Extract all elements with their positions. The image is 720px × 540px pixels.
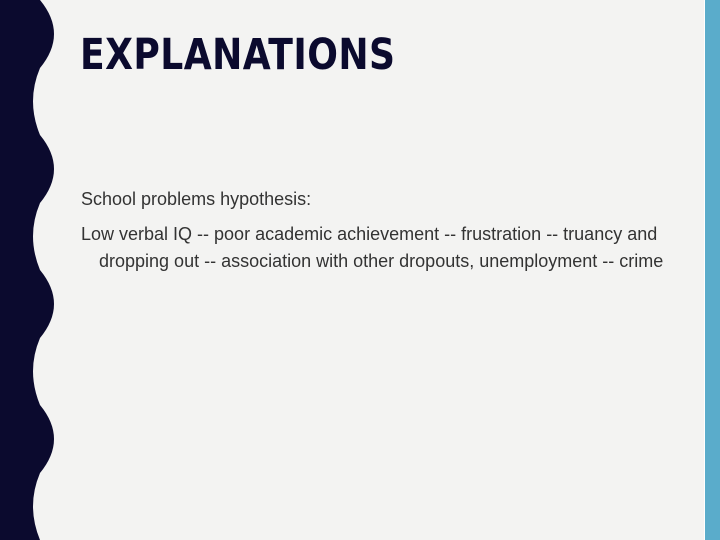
wave-shape (0, 0, 54, 540)
slide-body (81, 186, 681, 275)
paragraph-hypothesis: School problems hypothesis: (81, 189, 312, 209)
left-wave-decoration (0, 0, 60, 540)
right-accent-bar (704, 0, 720, 540)
right-bar-fill (705, 0, 720, 540)
paragraph-chain: Low verbal IQ -- poor academic achievement -- frustration -- truancy and dropping out -- association with other dropouts, unemployment -- crime (81, 224, 664, 271)
slide-title: EXPLANATIONS (80, 30, 396, 80)
